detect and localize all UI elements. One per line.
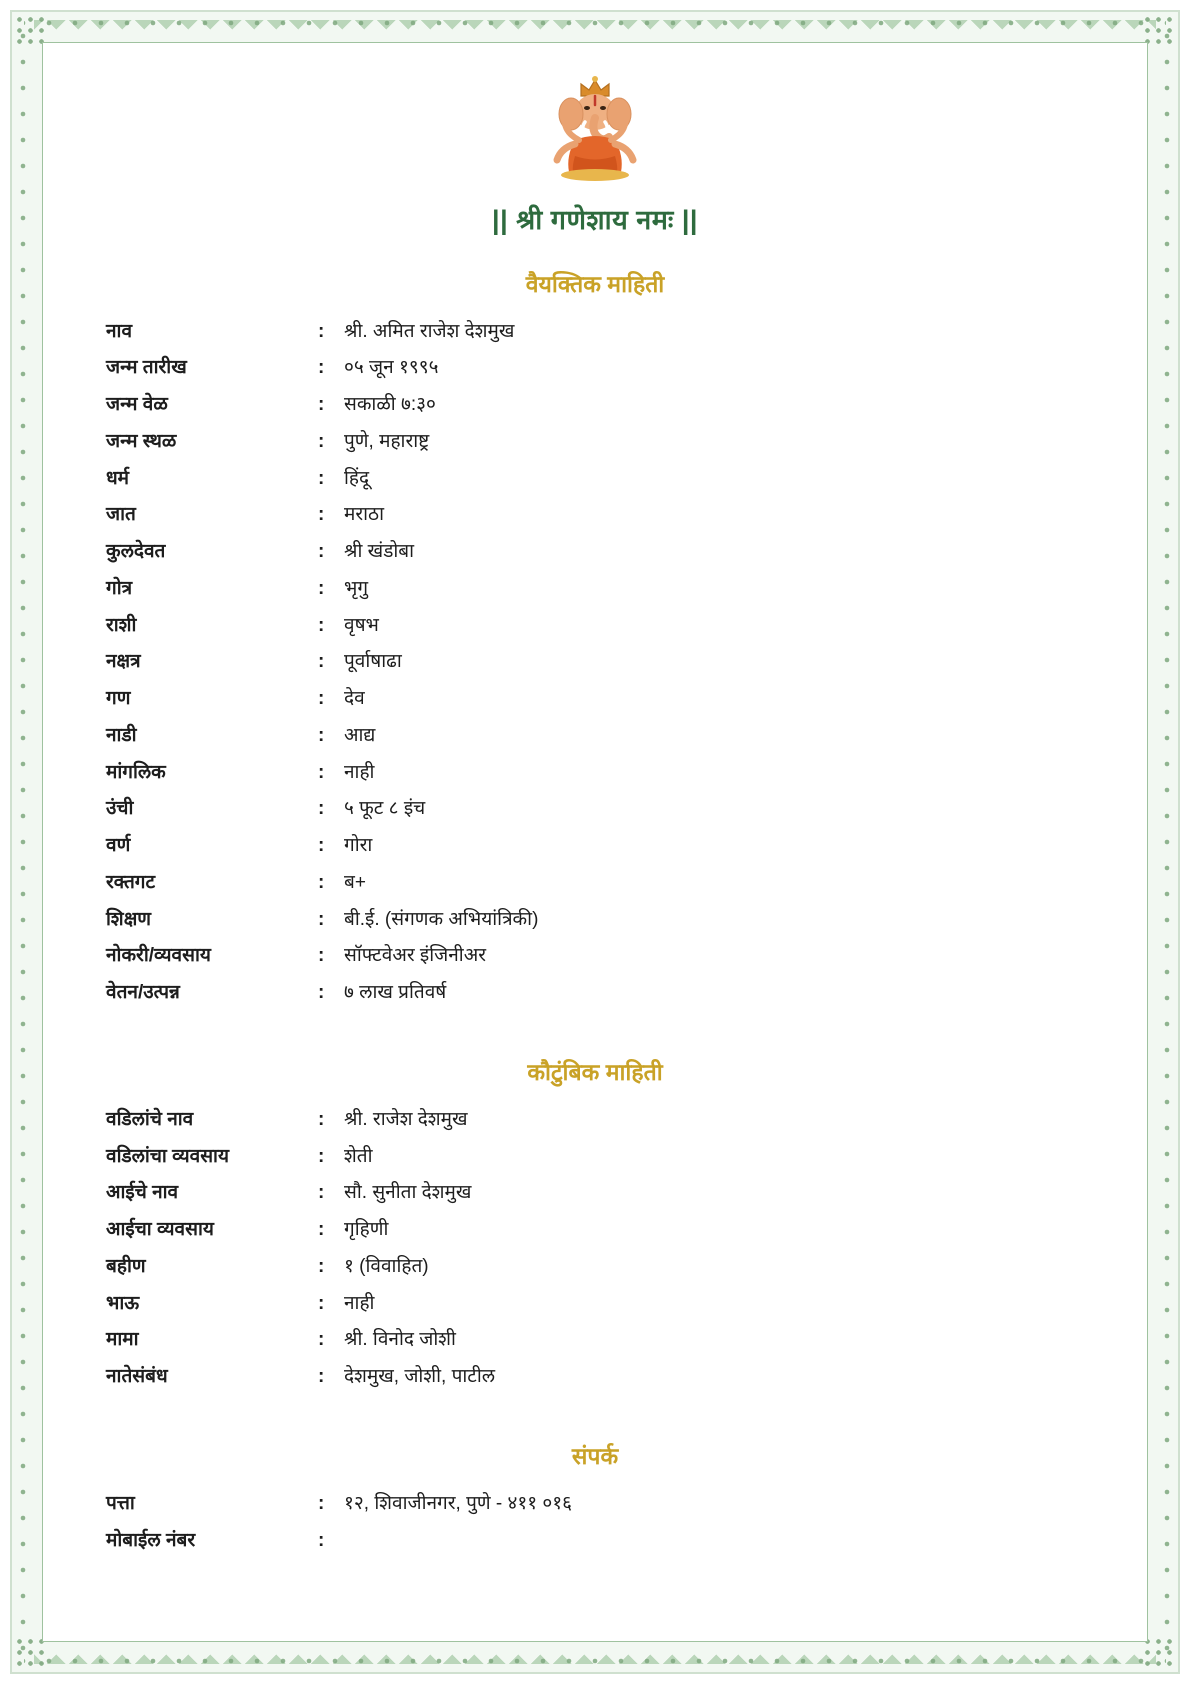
table-row (106, 975, 1176, 1012)
row-colon: : (318, 871, 325, 893)
row-value: नाही (344, 1292, 375, 1314)
row-label: वर्ण (106, 835, 131, 856)
row-colon: : (318, 1366, 325, 1387)
table-row (106, 938, 1176, 975)
row-value: गोरा (344, 835, 373, 856)
row-value: ७ लाख प्रतिवर्ष (344, 982, 447, 1003)
row-colon: : (318, 908, 325, 930)
row-value: श्री खंडोबा (344, 541, 415, 562)
row-label: नातेसंबंध (106, 1366, 168, 1387)
row-colon: : (318, 798, 325, 820)
row-label: बहीण (106, 1255, 146, 1277)
table-row (106, 1138, 1176, 1175)
row-colon: : (318, 1529, 325, 1551)
row-value (344, 1522, 1176, 1559)
row-label: वडिलांचे नाव (106, 1108, 194, 1130)
row-colon: : (318, 724, 325, 746)
table-row (106, 1359, 1176, 1396)
row-value: सौ. सुनीता देशमुख (344, 1182, 472, 1204)
row-value: गृहिणी (344, 1219, 389, 1240)
row-label: गण (106, 688, 131, 709)
family-info-table (106, 1101, 1176, 1395)
chevron-band-bottom (34, 1648, 1156, 1664)
row-colon: : (318, 761, 325, 783)
row-label: जन्म वेळ (106, 394, 168, 415)
row-label: मांगलिक (106, 761, 166, 783)
row-colon: : (318, 1329, 325, 1351)
row-label: नोकरी/व्यवसाय (106, 945, 211, 967)
table-row (106, 607, 1176, 644)
table-row (106, 497, 1176, 534)
table-row (106, 350, 1176, 387)
table-row (106, 791, 1176, 828)
row-value: श्री. राजेश देशमुख (344, 1108, 468, 1130)
table-row (106, 1285, 1176, 1322)
row-colon: : (318, 1182, 325, 1204)
row-value: वृषभ (344, 614, 379, 636)
table-row (106, 387, 1176, 424)
row-value: हिंदू (344, 467, 370, 489)
row-colon: : (318, 357, 325, 379)
row-colon: : (318, 1292, 325, 1314)
table-row (106, 534, 1176, 571)
row-value: १२, शिवाजीनगर, पुणे - ४११ ०१६ (344, 1492, 573, 1514)
row-colon: : (318, 467, 325, 489)
row-colon: : (318, 1145, 325, 1167)
row-label: नक्षत्र (106, 651, 141, 673)
row-value: पुणे, महाराष्ट्र (344, 430, 430, 452)
table-row (106, 681, 1176, 718)
invocation-text: || श्री गणेशाय नमः || (492, 205, 698, 235)
row-colon: : (318, 945, 325, 967)
section-title-contact: संपर्क (571, 1443, 619, 1470)
row-value: देशमुख, जोशी, पाटील (344, 1366, 496, 1387)
row-label: कुलदेवत (106, 541, 166, 562)
section-title-family: कौटुंबिक माहिती (527, 1059, 663, 1086)
row-value: नाही (344, 761, 375, 783)
row-label: शिक्षण (106, 908, 152, 930)
row-value: ब+ (344, 871, 366, 893)
table-row (106, 460, 1176, 497)
contact-info-table (106, 1485, 1176, 1559)
row-label: वेतन/उत्पन्न (106, 982, 180, 1003)
table-row (106, 313, 1176, 350)
row-value: आद्य (344, 724, 376, 746)
row-value: ५ फूट ८ इंच (344, 798, 426, 820)
row-value: बी.ई. (संगणक अभियांत्रिकी) (344, 908, 539, 930)
table-row (106, 1248, 1176, 1285)
row-label: नाव (106, 320, 133, 342)
row-label: आईचा व्यवसाय (106, 1219, 214, 1240)
row-colon: : (318, 835, 325, 856)
table-row (106, 1212, 1176, 1249)
row-value: सॉफ्टवेअर इंजिनीअर (344, 945, 486, 967)
row-label: वडिलांचा व्यवसाय (106, 1145, 229, 1167)
row-value: १ (विवाहित) (344, 1255, 429, 1277)
section-title-personal: वैयक्तिक माहिती (525, 271, 665, 297)
row-colon: : (318, 1255, 325, 1277)
row-colon: : (318, 1108, 325, 1130)
row-colon: : (318, 320, 325, 342)
table-row (106, 901, 1176, 938)
row-label: राशी (106, 614, 137, 636)
table-row (106, 1485, 1176, 1522)
ganesha-illustration (60, 74, 1130, 186)
row-value: भृगु (344, 577, 369, 599)
row-label: धर्म (106, 467, 130, 489)
table-row (106, 754, 1176, 791)
table-row (106, 864, 1176, 901)
row-colon: : (318, 614, 325, 636)
chevron-band-top (34, 20, 1156, 36)
row-value: सकाळी ७:३० (344, 394, 436, 415)
table-row (106, 1322, 1176, 1359)
row-value: शेती (344, 1145, 373, 1167)
row-label: मोबाईल नंबर (106, 1529, 196, 1551)
row-value: श्री. अमित राजेश देशमुख (344, 320, 515, 342)
row-label: उंची (106, 798, 134, 820)
table-row (106, 1175, 1176, 1212)
row-value: पूर्वाषाढा (344, 651, 402, 673)
row-colon: : (318, 651, 325, 673)
row-label: जन्म स्थळ (106, 430, 177, 452)
row-label: भाऊ (106, 1292, 140, 1314)
table-row (106, 717, 1176, 754)
row-label: गोत्र (106, 577, 133, 599)
row-colon: : (318, 504, 325, 526)
row-label: रक्तगट (106, 871, 156, 893)
row-label: नाडी (106, 724, 137, 746)
table-row (106, 570, 1176, 607)
row-colon: : (318, 688, 325, 709)
personal-info-table (106, 313, 1176, 1011)
table-row (106, 644, 1176, 681)
row-value: देव (344, 688, 365, 709)
row-colon: : (318, 541, 325, 562)
row-colon: : (318, 1492, 325, 1514)
row-value: ०५ जून १९९५ (344, 357, 439, 379)
table-row (106, 1522, 1176, 1559)
row-label: मामा (106, 1329, 139, 1351)
row-value: मराठा (344, 504, 385, 526)
row-colon: : (318, 577, 325, 599)
row-colon: : (318, 394, 325, 415)
row-label: आईचे नाव (106, 1182, 179, 1204)
row-colon: : (318, 982, 325, 1003)
table-row (106, 828, 1176, 865)
table-row (106, 1101, 1176, 1138)
table-row (106, 423, 1176, 460)
row-value: श्री. विनोद जोशी (344, 1329, 456, 1351)
document-content (60, 60, 1130, 1624)
row-label: जात (106, 504, 136, 526)
ganesha-icon (535, 74, 655, 184)
row-label: जन्म तारीख (106, 357, 187, 379)
row-label: पत्ता (106, 1492, 135, 1514)
row-colon: : (318, 1219, 325, 1240)
row-colon: : (318, 430, 325, 452)
